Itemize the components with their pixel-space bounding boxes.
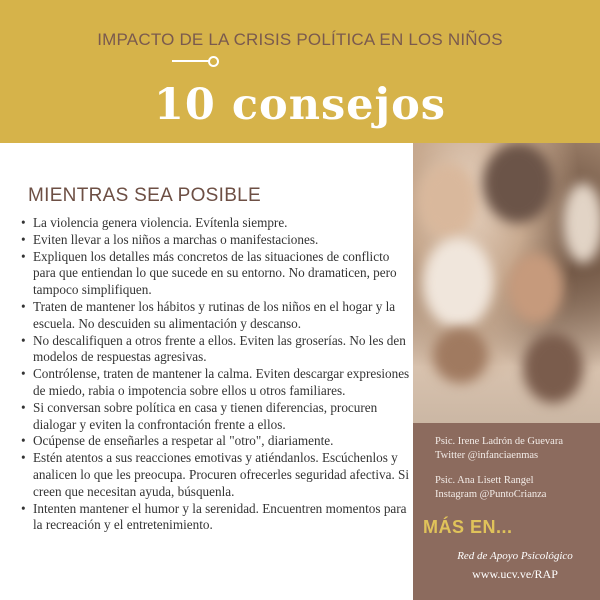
section-title: MIENTRAS SEA POSIBLE (28, 185, 262, 206)
network-name: Red de Apoyo Psicológico (457, 550, 573, 562)
network-url[interactable]: www.ucv.ve/RAP (472, 567, 558, 581)
tips-section (0, 143, 413, 600)
tip-item: • Si conversan sobre política en casa y tienen diferencias, procuren dialogar y eviten la confrontación frente a ellos. (33, 400, 413, 434)
decorative-line (172, 60, 212, 62)
page-title: 10 consejos (154, 80, 446, 130)
tips-list (20, 215, 413, 534)
tip-item: • La violencia genera violencia. Evítenla siempre. (33, 215, 413, 232)
tip-item: • Intenten mantener el humor y la serenidad. Encuentren momentos para la recreación y el entretenimiento. (33, 501, 413, 535)
credit-name: Psic. Irene Ladrón de Guevara (435, 436, 563, 447)
header-banner (0, 0, 600, 143)
tip-item: • Traten de mantener los hábitos y rutinas de los niños en el hogar y la escuela. No descuiden su alimentación y descanso. (33, 299, 413, 333)
tip-item: • Contrólense, traten de mantener la calma. Eviten descargar expresiones de miedo, rabia o impotencia sobre ellos u otros familiares. (33, 366, 413, 400)
tip-item: • No descalifiquen a otros frente a ellos. Eviten las groserías. No les den modelos de respuestas agresivas. (33, 333, 413, 367)
info-panel (413, 423, 600, 600)
credit-social: Instagram @PuntoCrianza (435, 489, 547, 500)
more-heading: MÁS EN... (423, 517, 513, 537)
header-subtitle: IMPACTO DE LA CRISIS POLÍTICA EN LOS NIÑOS (97, 30, 503, 49)
decorative-dot (208, 56, 219, 67)
tip-item: • Eviten llevar a los niños a marchas o manifestaciones. (33, 232, 413, 249)
tip-item: • Expliquen los detalles más concretos de las situaciones de conflicto para que entiendan lo que sucede en su entorno. No dramaticen, pero tampoco simplifiquen. (33, 249, 413, 299)
credit-name: Psic. Ana Lisett Rangel (435, 475, 534, 486)
tip-item: • Estén atentos a sus reacciones emotivas y atiéndanlos. Escúchenlos y analicen lo que les preocupa. Procuren ofrecerles seguridad afectiva. Si creen que necesitan ayuda, búsquenla. (33, 450, 413, 500)
children-photo (413, 143, 600, 423)
credit-social: Twitter @infanciaenmas (435, 450, 539, 461)
tip-item: • Ocúpense de enseñarles a respetar al "otro", diariamente. (33, 433, 413, 450)
